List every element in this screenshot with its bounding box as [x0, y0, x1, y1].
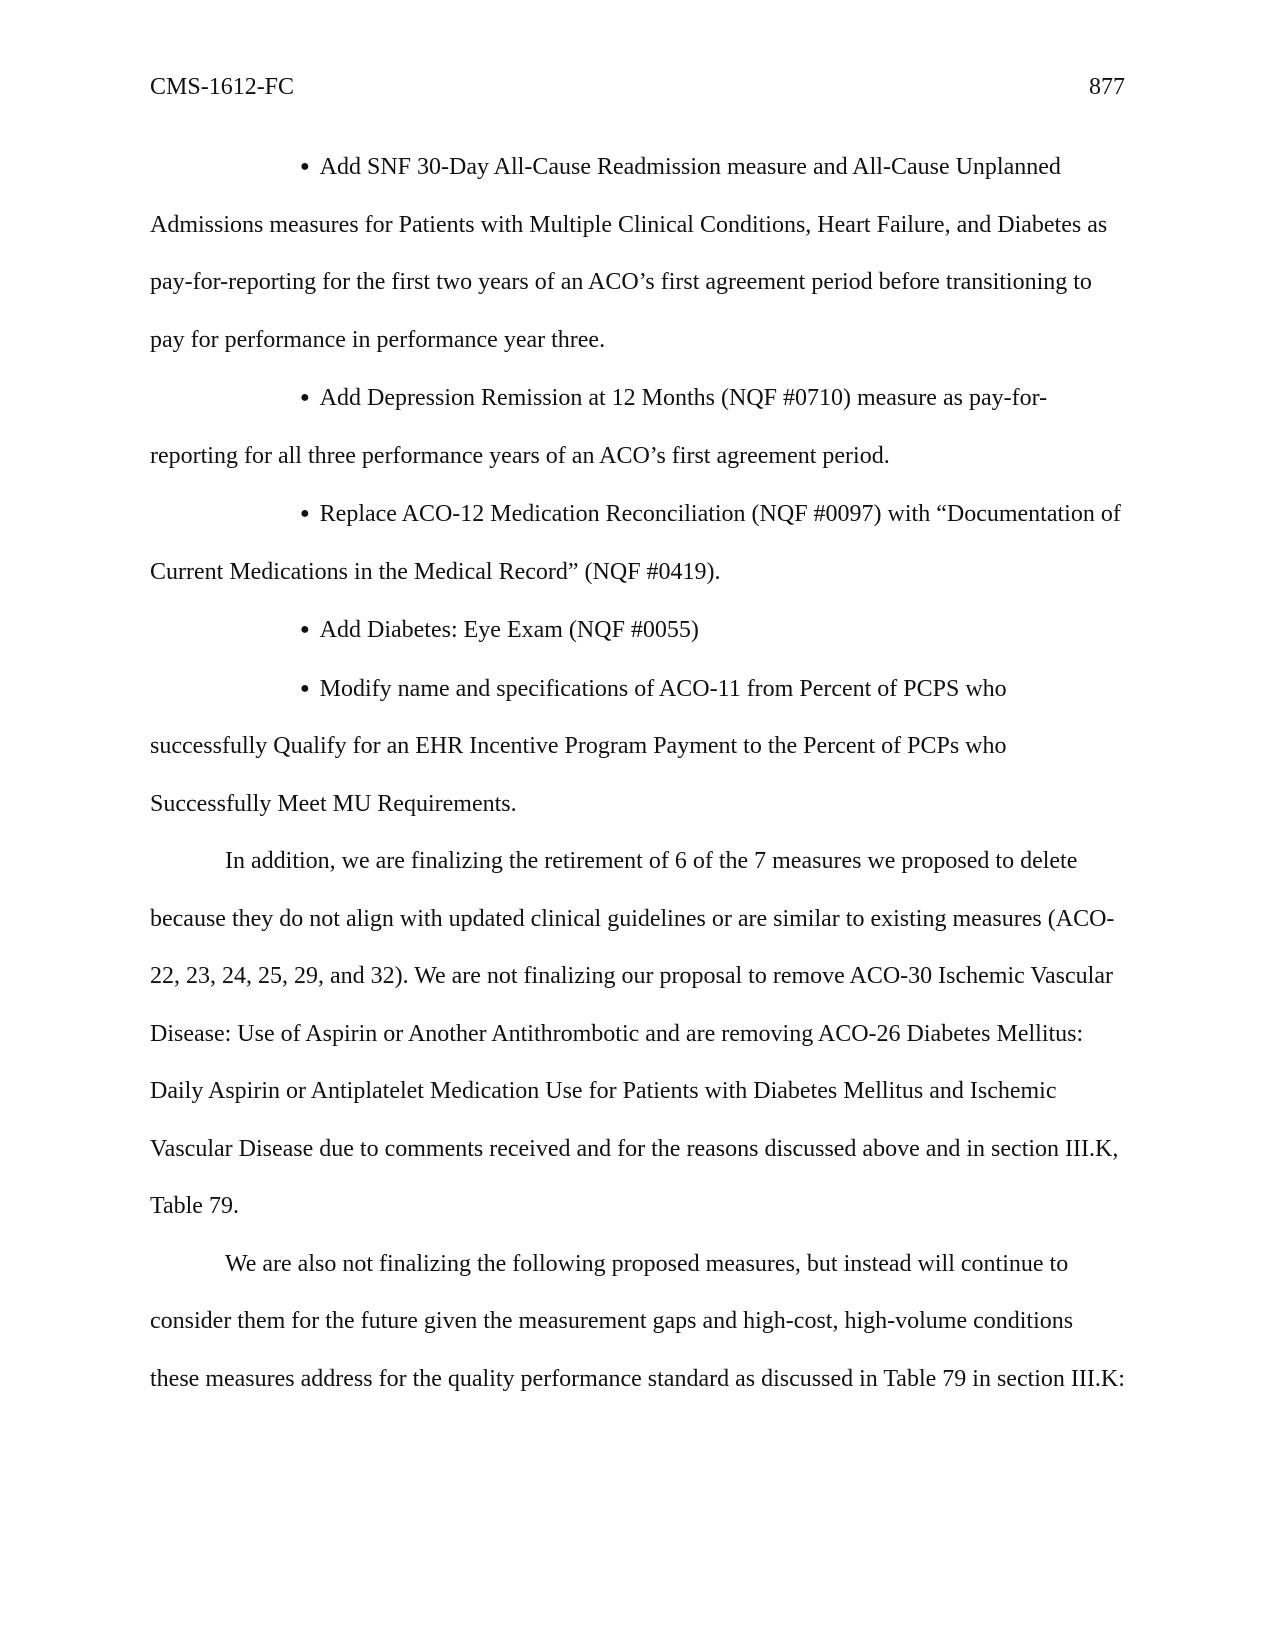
- bullet-item: [150, 369, 1125, 485]
- bullet-item: [150, 601, 1125, 660]
- bullet-marker: ●: [300, 389, 310, 406]
- bullet-text: Add SNF 30-Day All-Cause Readmission measure and All-Cause Unplanned Admissions measures for Patients with Multiple Clinical Conditions, Heart Failure, and Diabetes as pay-for-reporting for the first two years of an ACO’s first agreement period before transitioning to pay for performance in performance year three.: [150, 154, 1108, 353]
- bullet-item: [150, 485, 1125, 601]
- bullet-item: [150, 660, 1125, 834]
- bullet-text: Add Depression Remission at 12 Months (NQF #0710) measure as pay-for-reporting for all three performance years of an ACO’s first agreement period.: [150, 385, 1048, 469]
- bullet-text: Modify name and specifications of ACO-11 from Percent of PCPS who successfully Qualify for an EHR Incentive Program Payment to the Percent of PCPs who Successfully Meet MU Requirements.: [150, 675, 1007, 817]
- bullet-marker: ●: [300, 158, 310, 175]
- body-paragraph: In addition, we are finalizing the retirement of 6 of the 7 measures we proposed to delete because they do not align with updated clinical guidelines or are similar to existing measures (ACO-22, 23, 24, 25, 29, and 32). We are not finalizing our proposal to remove ACO-30 Ischemic Vascular Disease: Use of Aspirin or Another Antithrombotic and are removing ACO-26 Diabetes Mellitus: Daily Aspirin or Antiplatelet Medication Use for Patients with Diabetes Mellitus and Ischemic Vascular Disease due to comments received and for the reasons discussed above and in section III.K, Table 79.: [150, 848, 1119, 1219]
- document-id: CMS-1612-FC: [150, 74, 295, 100]
- bullet-text: Replace ACO-12 Medication Reconciliation (NQF #0097) with “Documentation of Current Medications in the Medical Record” (NQF #0419).: [150, 501, 1121, 585]
- body-paragraph: We are also not finalizing the following proposed measures, but instead will continue to consider them for the future given the measurement gaps and high-cost, high-volume conditions these measures address for the quality performance standard as discussed in Table 79 in section III.K:: [150, 1250, 1125, 1392]
- bullet-marker: ●: [300, 679, 310, 697]
- bullet-item: [150, 138, 1125, 369]
- page-number: 877: [1089, 74, 1125, 100]
- page-header: [150, 74, 1125, 104]
- bullet-text: Add Diabetes: Eye Exam (NQF #0055): [319, 617, 699, 643]
- body-text: [150, 138, 1125, 1408]
- bullet-marker: ●: [300, 621, 310, 638]
- bullet-marker: ●: [300, 505, 310, 522]
